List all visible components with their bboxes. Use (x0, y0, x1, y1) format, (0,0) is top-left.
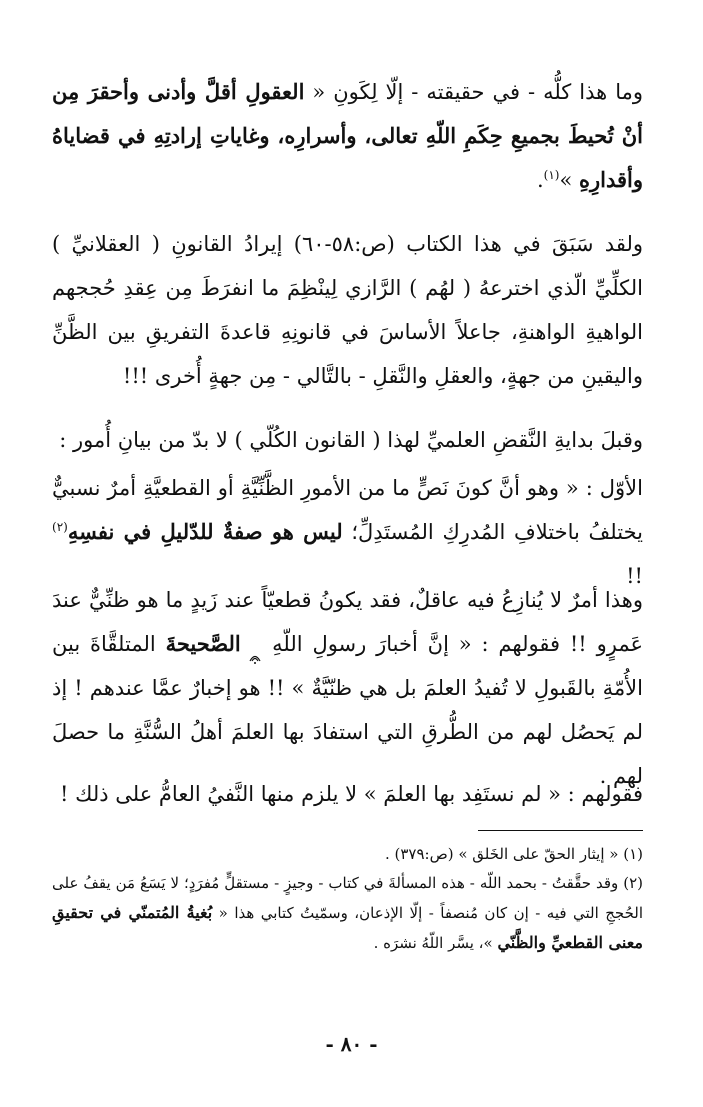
paragraph-2-text: ولقد سَبَقَ في هذا الكتاب (ص:٥٨-٦٠) إيرادُ القانونِ ( العقلانيِّ ) الكلِّيِّ الّذي اخترعهُ ( لهُم ) الرَّازي لِينْظِمَ ما انفرَطَ مِن عِقدِ حُججهم الواهيةِ الواهنةِ، جاعلاً الأساسَ في قانونِهِ قاعدةَ التفريقِ بين الظَّنِّ واليقينِ من جهةٍ، والعقلِ والنَّقلِ - بالتَّالي - مِن جهةٍ أُخرى !!! (52, 232, 643, 388)
footnote-2 (52, 869, 643, 958)
paragraph-1: وما هذا كلُّه - في حقيقته - إلّا لِكَونِ « العقولِ أقلَّ وأدنى وأحقرَ مِن أنْ تُحيطَ بجميعِ حِكَمِ اللّهِ تعالى، وأسرارِه، وغاياتِ إرادتِهِ في قضاياهُ وأقدارِهِ »$^{(١)}$. (52, 79, 643, 192)
footnote-divider (478, 830, 643, 831)
paragraph-3 (52, 418, 643, 462)
salutation-ligature-icon (251, 640, 263, 650)
paragraph-4-lead: الأوّل : « وهو أنَّ كونَ نَصٍّ ما من الأمورِ الظَّنِّيَّةِ أو القطعيَّةِ أمرٌ نسبيٌّ يختلفُ باختلافِ المُدرِكِ المُستَدِلِّ؛ (52, 476, 643, 544)
paragraph-5-lead: وهذا أمرٌ لا يُنازِعُ فيه عاقلٌ، فقد يكونُ قطعيّاً عند زَيدٍ ما هو ظنِّيٌّ عندَ عَمرٍو !! فقولهم : « إنَّ أخبارَ رسولِ اللّهِ (52, 588, 643, 656)
footnote-1: (١) « إيثار الحقّ على الخَلق » (ص:٣٧٩) . (384, 845, 643, 863)
footnote-2-lead: (٢) وقد حقَّقتُ - بحمد اللّه - هذه المسألةَ في كتاب - وجيزٍ - مستقلٍّ مُفرَدٍ؛ لا يَسَعُ مَن يقفُ على الحُججِ التي فيه - إن كان مُنصفاً - إلّا الإذعان، وسمّيتُ كتابي هذا « (52, 874, 643, 922)
paragraph-4-bold: ليس هو صفةٌ للدّليلِ في نفسِهِ (67, 519, 343, 544)
footnote-2-book-title: بُغيةُ المُتمنّي في تحقيقِ معنى القطعيِّ والظَّنّي (52, 903, 643, 952)
footnote-ref-2: (٢) (52, 520, 68, 534)
paragraph-5 (52, 578, 643, 798)
paragraph-6 (52, 772, 643, 816)
paragraph-1-lead: وما هذا كلُّه - في حقيقته - إلّا لِكَونِ « (304, 80, 643, 104)
paragraph-5-rest: المتلقَّاةَ بين الأُمّةِ بالقَبولِ لا تُفيدُ العلمَ بل هي ظنّيَّةٌ » !! هو إخبارٌ عمَّا عندهم ! إذ لم يَحصُل لهم من الطُّرقِ التي استفادَ بها العلمَ أهلُ السُّنَّةِ ما حصلَ لهم . (52, 632, 643, 788)
page-number: - ٨٠ - (325, 1032, 378, 1056)
paragraph-5-bold: الصَّحيحةَ (165, 631, 241, 656)
paragraph-6-text: فقولهم : « لم نستَفِد بها العلمَ » لا يلزم منها النَّفيُ العامُّ على ذلك ! (60, 782, 643, 806)
paragraph-1-quote: العقولِ أقلَّ وأدنى وأحقرَ مِن أنْ تُحيطَ بجميعِ حِكَمِ اللّهِ تعالى، وأسرارِه، وغاياتِ إرادتِهِ في قضاياهُ وأقدارِهِ (52, 79, 643, 192)
footnote-2-close: »، يسَّر اللّهُ نشرَه . (373, 934, 498, 952)
paragraph-4-close: !! (626, 564, 643, 588)
footnote-ref-1: (١) (543, 168, 560, 182)
paragraph-2 (52, 222, 643, 398)
paragraph-1-close: » (559, 168, 579, 192)
paragraph-3-text: وقبلَ بدايةِ النَّقضِ العلميِّ لهذا ( القانون الكُلّي ) لا بدّ من بيانِ أُمور : (59, 428, 643, 452)
